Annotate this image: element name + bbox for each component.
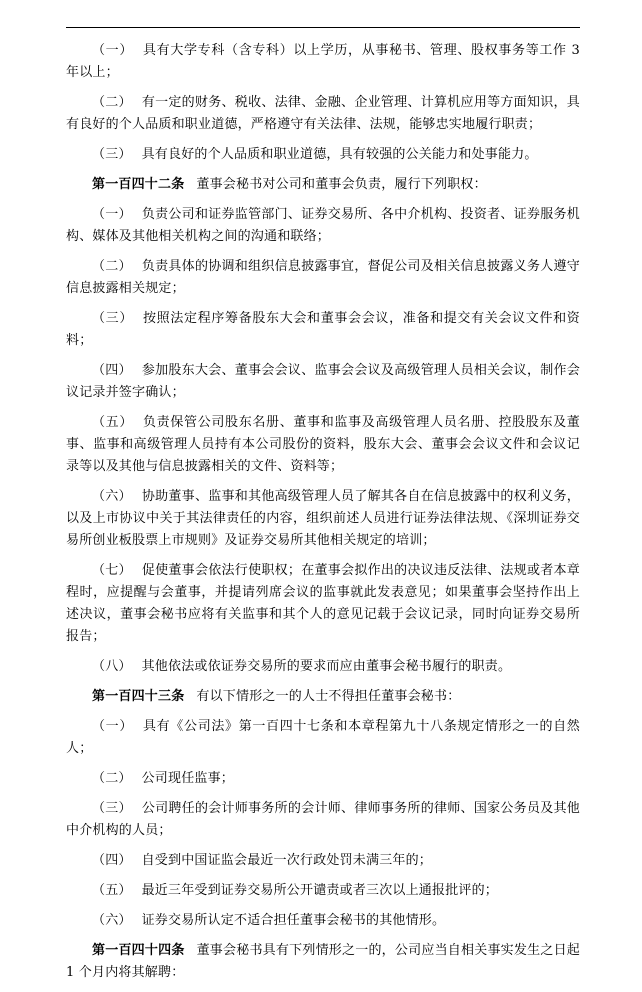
article-number: 第一百四十四条 xyxy=(92,943,185,958)
paragraph-text: 公司聘任的会计师事务所的会计师、律师事务所的律师、国家公务员及其他中介机构的人员； xyxy=(66,801,580,838)
paragraph-text: 董事会秘书对公司和董事会负责，履行下列职权： xyxy=(196,177,487,192)
item-number: （三） xyxy=(92,311,134,326)
article-paragraph xyxy=(66,686,580,708)
paragraph-text: 有一定的财务、税收、法律、金融、企业管理、计算机应用等方面知识，具有良好的个人品质和职业道德，严格遵守有关法律、法规，能够忠实地履行职责； xyxy=(66,95,580,132)
paragraph xyxy=(66,560,580,648)
item-number: （二） xyxy=(92,259,132,274)
item-number: （五） xyxy=(92,883,132,898)
item-number: （三） xyxy=(92,147,132,162)
paragraph-text: 最近三年受到证券交易所公开谴责或者三次以上通报批评的； xyxy=(141,883,499,898)
item-number: （一） xyxy=(92,43,134,58)
paragraph xyxy=(66,910,580,932)
paragraph-text: 协助董事、监事和其他高级管理人员了解其各自在信息披露中的权利义务，以及上市协议中关于其法律责任的内容，组织前述人员进行证券法律法规、《深圳证券交易所创业板股票上市规则》及证券交易所其他相关规定的培训； xyxy=(66,489,580,548)
paragraph-text: 负责公司和证券监管部门、证券交易所、各中介机构、投资者、证券服务机构、媒体及其他相关机构之间的沟通和联络； xyxy=(66,207,580,244)
paragraph-text: 具有《公司法》第一百四十七条和本章程第九十八条规定情形之一的自然人； xyxy=(66,719,580,756)
paragraph xyxy=(66,656,580,678)
article-number: 第一百四十二条 xyxy=(92,177,185,192)
paragraph-text: 具有良好的个人品质和职业道德，具有较强的公关能力和处事能力。 xyxy=(141,147,538,162)
item-number: （五） xyxy=(92,415,134,430)
item-number: （二） xyxy=(92,95,132,110)
paragraph xyxy=(66,486,580,552)
paragraph xyxy=(66,716,580,760)
paragraph xyxy=(66,256,580,300)
header-rule xyxy=(66,27,580,28)
paragraph-text: 证券交易所认定不适合担任董事会秘书的其他情形。 xyxy=(141,913,446,928)
paragraph xyxy=(66,92,580,136)
paragraph-text: 参加股东大会、董事会会议、监事会会议及高级管理人员相关会议，制作会议记录并签字确认； xyxy=(66,363,580,400)
article-number: 第一百四十三条 xyxy=(92,689,185,704)
item-number: （八） xyxy=(92,659,132,674)
item-number: （三） xyxy=(92,801,132,816)
item-number: （六） xyxy=(92,913,132,928)
document-body xyxy=(66,40,580,992)
item-number: （七） xyxy=(92,563,132,578)
paragraph xyxy=(66,850,580,872)
paragraph xyxy=(66,768,580,790)
paragraph-text: 按照法定程序筹备股东大会和董事会会议，准备和提交有关会议文件和资料； xyxy=(66,311,580,348)
paragraph-text: 负责保管公司股东名册、董事和监事及高级管理人员名册、控股股东及董事、监事和高级管理人员持有本公司股份的资料，股东大会、董事会会议文件和会议记录等以及其他与信息披露相关的文件、资料等； xyxy=(66,415,580,474)
item-number: （四） xyxy=(92,363,132,378)
paragraph-text: 公司现任监事； xyxy=(141,771,235,786)
paragraph xyxy=(66,40,580,84)
paragraph-text: 董事会秘书具有下列情形之一的，公司应当自相关事实发生之日起 1 个月内将其解聘： xyxy=(66,943,580,980)
paragraph xyxy=(66,880,580,902)
paragraph-text: 其他依法或依证券交易所的要求而应由董事会秘书履行的职责。 xyxy=(141,659,512,674)
paragraph xyxy=(66,204,580,248)
item-number: （二） xyxy=(92,771,132,786)
item-number: （六） xyxy=(92,489,132,504)
article-paragraph xyxy=(66,940,580,984)
item-number: （一） xyxy=(92,719,134,734)
paragraph-text: 促使董事会依法行使职权；在董事会拟作出的决议违反法律、法规或者本章程时，应提醒与会董事，并提请列席会议的监事就此发表意见；如果董事会坚持作出上述决议，董事会秘书应将有关监事和其个人的意见记载于会议记录，同时向证券交易所报告； xyxy=(66,563,580,644)
paragraph xyxy=(66,412,580,478)
paragraph xyxy=(66,308,580,352)
item-number: （四） xyxy=(92,853,132,868)
paragraph xyxy=(66,144,580,166)
paragraph xyxy=(66,798,580,842)
paragraph-text: 自受到中国证监会最近一次行政处罚未满三年的； xyxy=(141,853,433,868)
item-number: （一） xyxy=(92,207,132,222)
paragraph-text: 具有大学专科（含专科）以上学历，从事秘书、管理、股权事务等工作 3 年以上； xyxy=(66,43,580,80)
paragraph-text: 有以下情形之一的人士不得担任董事会秘书： xyxy=(196,689,461,704)
paragraph xyxy=(66,360,580,404)
paragraph-text: 负责具体的协调和组织信息披露事宜，督促公司及相关信息披露义务人遵守信息披露相关规定； xyxy=(66,259,580,296)
article-paragraph xyxy=(66,174,580,196)
